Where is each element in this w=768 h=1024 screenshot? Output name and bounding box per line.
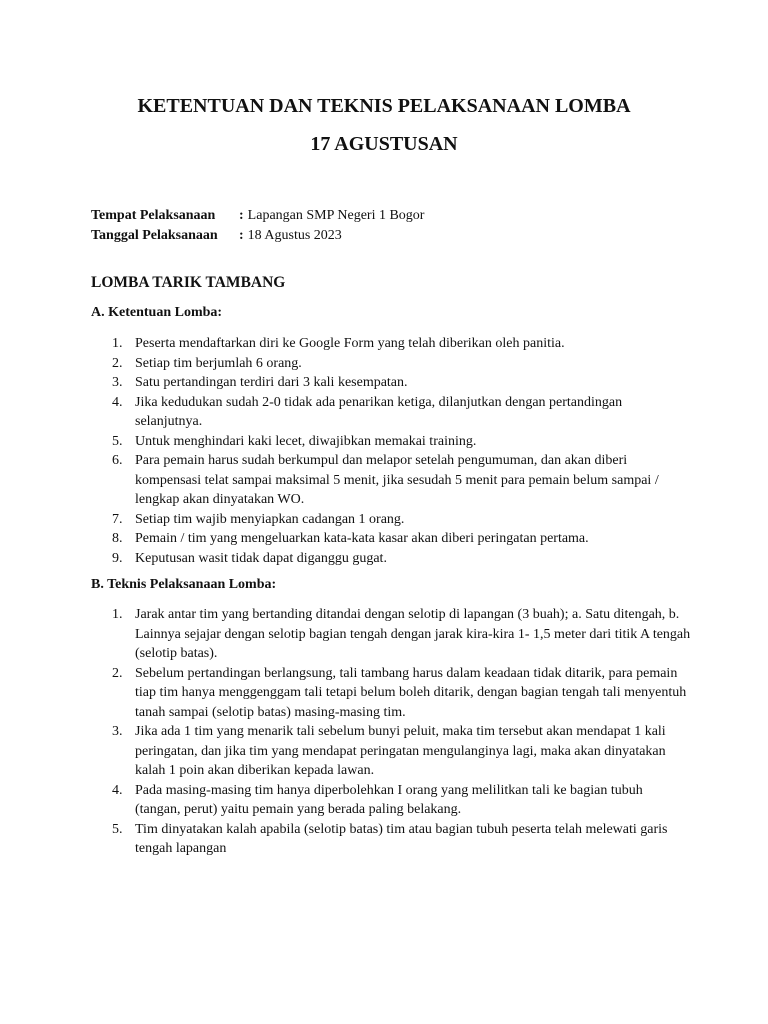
list-item-text: Keputusan wasit tidak dapat diganggu gugat. [135,550,387,566]
list-item-number: 2. [112,355,123,371]
event-date-label: Tanggal Pelaksanaan [91,228,218,243]
list-item [91,354,691,374]
procedure-list [91,605,691,859]
rules-list [91,334,691,568]
list-item-text: Jika ada 1 tim yang menarik tali sebelum bunyi peluit, maka tim tersebut akan mendapat 1 kali peringatan, dan jika tim yang mendapat peringatan mengulanginya lagi, maka akan dinyatakan kalah 1 poin akan diberikan kepada lawan. [135,724,666,778]
list-item [91,549,691,569]
list-item [91,510,691,530]
event-date-separator: : [239,228,244,243]
list-item-number: 5. [112,821,123,837]
list-item-number: 8. [112,531,123,546]
event-location-separator: : [239,208,244,223]
list-item-text: Pada masing-masing tim hanya diperbolehkan I orang yang melilitkan tali ke bagian tubuh (tangan, perut) yaitu pemain yang berada paling belakang. [135,782,643,817]
list-item [91,781,691,820]
list-item-text: Jarak antar tim yang bertanding ditandai dengan selotip di lapangan (3 buah); a. Satu ditengah, b. Lainnya sejajar dengan selotip bagian tengah dengan jarak kira-kira 1- 1,5 meter dari titik A tengah (selotip batas). [135,607,691,661]
list-item-text: Setiap tim berjumlah 6 orang. [135,355,302,371]
list-item-number: 7. [112,511,123,527]
list-item [91,605,691,664]
procedure-heading: B. Teknis Pelaksanaan Lomba: [91,577,277,592]
list-item-text: Jika kedudukan sudah 2-0 tidak ada penarikan ketiga, dilanjutkan dengan pertandingan selanjutnya. [135,394,623,429]
event-details [91,206,424,246]
list-item [91,529,691,549]
event-location-value: Lapangan SMP Negeri 1 Bogor [247,208,425,223]
list-item-number: 4. [112,782,123,798]
list-item [91,432,691,452]
list-item [91,664,691,723]
list-item-number: 3. [112,375,123,390]
list-item-number: 4. [112,394,123,410]
list-item-text: Peserta mendaftarkan diri ke Google Form yang telah diberikan oleh panitia. [135,336,565,351]
event-location-label: Tempat Pelaksanaan [91,208,216,223]
list-item-text: Para pemain harus sudah berkumpul dan melapor setelah pengumuman, dan akan diberi kompensasi telat sampai maksimal 5 menit, jika sesudah 5 menit para pemain belum sampai / lengkap akan dinyatakan WO. [135,453,659,507]
list-item-text: Sebelum pertandingan berlangsung, tali tambang harus dalam keadaan tidak ditarik, para pemain tiap tim hanya menggenggam tali tetapi belum boleh ditarik, dengan bagian tengah tali menyentuh tanah sampai (selotip batas) masing-masing tim. [135,665,687,720]
event-date-row [91,226,424,246]
event-location-row [91,206,424,226]
list-item [91,373,691,393]
list-item-number: 3. [112,724,123,739]
rules-heading: A. Ketentuan Lomba: [91,305,223,320]
list-item-number: 6. [112,453,123,468]
list-item-text: Tim dinyatakan kalah apabila (selotip batas) tim atau bagian tubuh peserta telah melewati garis tengah lapangan [135,821,668,856]
list-item [91,722,691,781]
list-item [91,451,691,510]
list-item-number: 2. [112,665,123,681]
list-item-text: Untuk menghindari kaki lecet, diwajibkan memakai training. [135,433,477,449]
section-title: LOMBA TARIK TAMBANG [91,274,286,291]
list-item-text: Satu pertandingan terdiri dari 3 kali kesempatan. [135,375,408,390]
document-title-line-1: KETENTUAN DAN TEKNIS PELAKSANAAN LOMBA [137,95,631,117]
list-item [91,820,691,859]
list-item-number: 5. [112,433,123,449]
document-title-line-2: 17 AGUSTUSAN [310,133,458,155]
list-item-text: Setiap tim wajib menyiapkan cadangan 1 orang. [135,511,405,527]
list-item-number: 9. [112,550,123,566]
list-item [91,393,691,432]
list-item [91,334,691,354]
list-item-number: 1. [112,336,123,351]
list-item-number: 1. [112,607,123,622]
list-item-text: Pemain / tim yang mengeluarkan kata-kata kasar akan diberi peringatan pertama. [135,531,589,546]
event-date-value: 18 Agustus 2023 [247,228,342,243]
